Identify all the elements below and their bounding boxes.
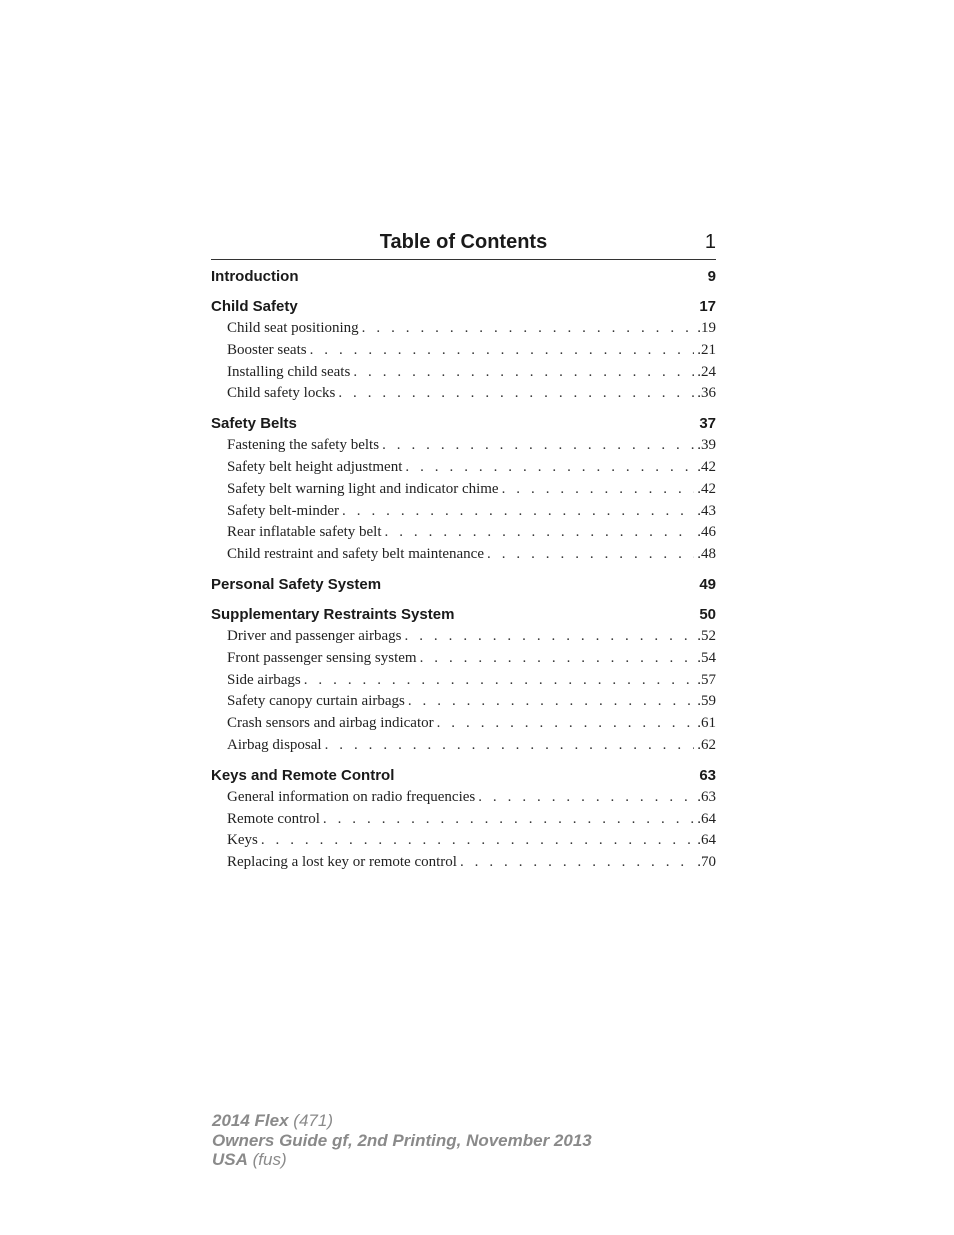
entry-label: Airbag disposal <box>227 736 322 753</box>
section-heading-link[interactable] <box>211 604 716 626</box>
entry-page-number: .48 <box>697 546 716 563</box>
dot-leader <box>385 522 695 544</box>
entry-label: Fastening the safety belts <box>227 437 380 454</box>
footer-line-guide <box>212 1131 592 1151</box>
entry-label: Child restraint and safety belt maintenance <box>227 546 484 563</box>
footer-market: USA <box>212 1150 248 1169</box>
toc-entry-link[interactable] <box>211 383 716 405</box>
footer-line-model <box>212 1111 592 1131</box>
toc-entry-link[interactable] <box>211 691 716 713</box>
entry-label: Safety belt warning light and indicator chime <box>227 480 499 497</box>
section-title: Personal Safety System <box>211 575 382 593</box>
footer <box>212 1111 592 1170</box>
entry-page-number: .63 <box>697 788 716 805</box>
toc-entry-link[interactable] <box>211 479 716 501</box>
entry-page-number: .59 <box>697 693 716 710</box>
section-page-number: 63 <box>699 766 716 784</box>
dot-leader <box>487 544 694 566</box>
section-page-number: 50 <box>699 605 716 623</box>
entry-page-number: .24 <box>697 363 716 380</box>
dot-leader <box>437 713 695 735</box>
toc-entry-link[interactable] <box>211 544 716 566</box>
entry-label: Remote control <box>227 810 320 827</box>
toc-entry-link[interactable] <box>211 340 716 362</box>
toc-entry-link[interactable] <box>211 648 716 670</box>
dot-leader <box>420 648 695 670</box>
entry-page-number: .62 <box>697 736 716 753</box>
toc-entry-link[interactable] <box>211 809 716 831</box>
toc-section <box>211 574 716 596</box>
entry-page-number: .64 <box>697 832 716 849</box>
dot-leader <box>502 479 695 501</box>
entry-page-number: .21 <box>697 341 716 358</box>
entry-page-number: .54 <box>697 649 716 666</box>
footer-line-market <box>212 1150 592 1170</box>
page-number: 1 <box>704 231 716 253</box>
entry-label: Installing child seats <box>227 363 351 380</box>
toc-entry-link[interactable] <box>211 852 716 874</box>
entry-label: Keys <box>227 832 258 849</box>
footer-model-code: (471) <box>293 1111 333 1130</box>
entry-label: Driver and passenger airbags <box>227 627 402 644</box>
entry-label: Child seat positioning <box>227 320 359 336</box>
toc-entry-link[interactable] <box>211 501 716 523</box>
dot-leader <box>338 383 694 405</box>
toc-entry-link[interactable] <box>211 435 716 457</box>
dot-leader <box>353 362 694 384</box>
dot-leader <box>460 852 694 874</box>
entry-page-number: .46 <box>697 524 716 541</box>
toc-section <box>211 604 716 757</box>
entry-page-number: .57 <box>697 671 716 688</box>
entry-label: Rear inflatable safety belt <box>227 524 382 541</box>
entry-label: Crash sensors and airbag indicator <box>227 715 434 732</box>
toc-entry-link[interactable] <box>211 362 716 384</box>
entry-page-number: .36 <box>697 385 716 402</box>
footer-market-code: (fus) <box>252 1150 287 1169</box>
dot-leader <box>261 830 694 852</box>
entry-page-number: .52 <box>697 627 716 644</box>
page-header <box>211 229 716 260</box>
entry-label: Safety belt-minder <box>227 502 340 519</box>
toc-entry-link[interactable] <box>211 318 716 340</box>
entry-page-number: .61 <box>697 715 716 732</box>
dot-leader <box>304 670 695 692</box>
toc-entry-link[interactable] <box>211 626 716 648</box>
dot-leader <box>325 735 695 757</box>
dot-leader <box>362 318 695 340</box>
section-title: Introduction <box>211 268 299 285</box>
dot-leader <box>408 691 694 713</box>
dot-leader <box>382 435 694 457</box>
entry-label: Side airbags <box>227 671 301 688</box>
toc-entry-link[interactable] <box>211 522 716 544</box>
section-title: Keys and Remote Control <box>211 766 395 784</box>
section-page-number: 17 <box>699 298 716 315</box>
section-heading-link[interactable] <box>211 266 716 288</box>
dot-leader <box>323 809 694 831</box>
dot-leader <box>405 457 694 479</box>
section-page-number: 9 <box>707 268 716 285</box>
page-title: Table of Contents <box>379 231 548 253</box>
section-heading-link[interactable] <box>211 765 716 787</box>
toc-section <box>211 765 716 874</box>
toc-section <box>211 296 716 405</box>
section-title: Safety Belts <box>211 415 297 433</box>
dot-leader <box>478 787 694 809</box>
dot-leader <box>310 340 695 362</box>
section-page-number: 49 <box>699 575 716 593</box>
toc-entry-link[interactable] <box>211 735 716 757</box>
toc-section <box>211 266 716 288</box>
footer-model: 2014 Flex <box>212 1111 289 1130</box>
toc-entry-link[interactable] <box>211 787 716 809</box>
section-heading-link[interactable] <box>211 413 716 435</box>
section-page-number: 37 <box>699 415 716 433</box>
entry-label: Booster seats <box>227 341 307 358</box>
toc-entry-link[interactable] <box>211 830 716 852</box>
section-title: Child Safety <box>211 298 298 315</box>
entry-page-number: .42 <box>697 458 716 475</box>
toc-entry-link[interactable] <box>211 713 716 735</box>
entry-page-number: .70 <box>697 854 716 871</box>
table-of-contents <box>211 266 716 882</box>
dot-leader <box>342 501 694 523</box>
entry-page-number: .39 <box>697 437 716 454</box>
entry-page-number: .43 <box>697 502 716 519</box>
entry-page-number: .42 <box>697 480 716 497</box>
section-heading-link[interactable] <box>211 296 716 318</box>
entry-page-number: .19 <box>697 320 716 336</box>
entry-page-number: .64 <box>697 810 716 827</box>
entry-label: Front passenger sensing system <box>227 649 417 666</box>
entry-label: Replacing a lost key or remote control <box>227 854 457 871</box>
dot-leader <box>405 626 695 648</box>
entry-label: Safety belt height adjustment <box>227 458 403 475</box>
section-title: Supplementary Restraints System <box>211 605 455 623</box>
entry-label: Safety canopy curtain airbags <box>227 693 405 710</box>
toc-entry-link[interactable] <box>211 670 716 692</box>
entry-label: Child safety locks <box>227 385 336 402</box>
toc-section <box>211 413 716 566</box>
footer-guide: Owners Guide gf, 2nd Printing, November 2013 <box>212 1130 592 1150</box>
entry-label: General information on radio frequencies <box>227 788 476 805</box>
section-heading-link[interactable] <box>211 574 716 596</box>
toc-entry-link[interactable] <box>211 457 716 479</box>
